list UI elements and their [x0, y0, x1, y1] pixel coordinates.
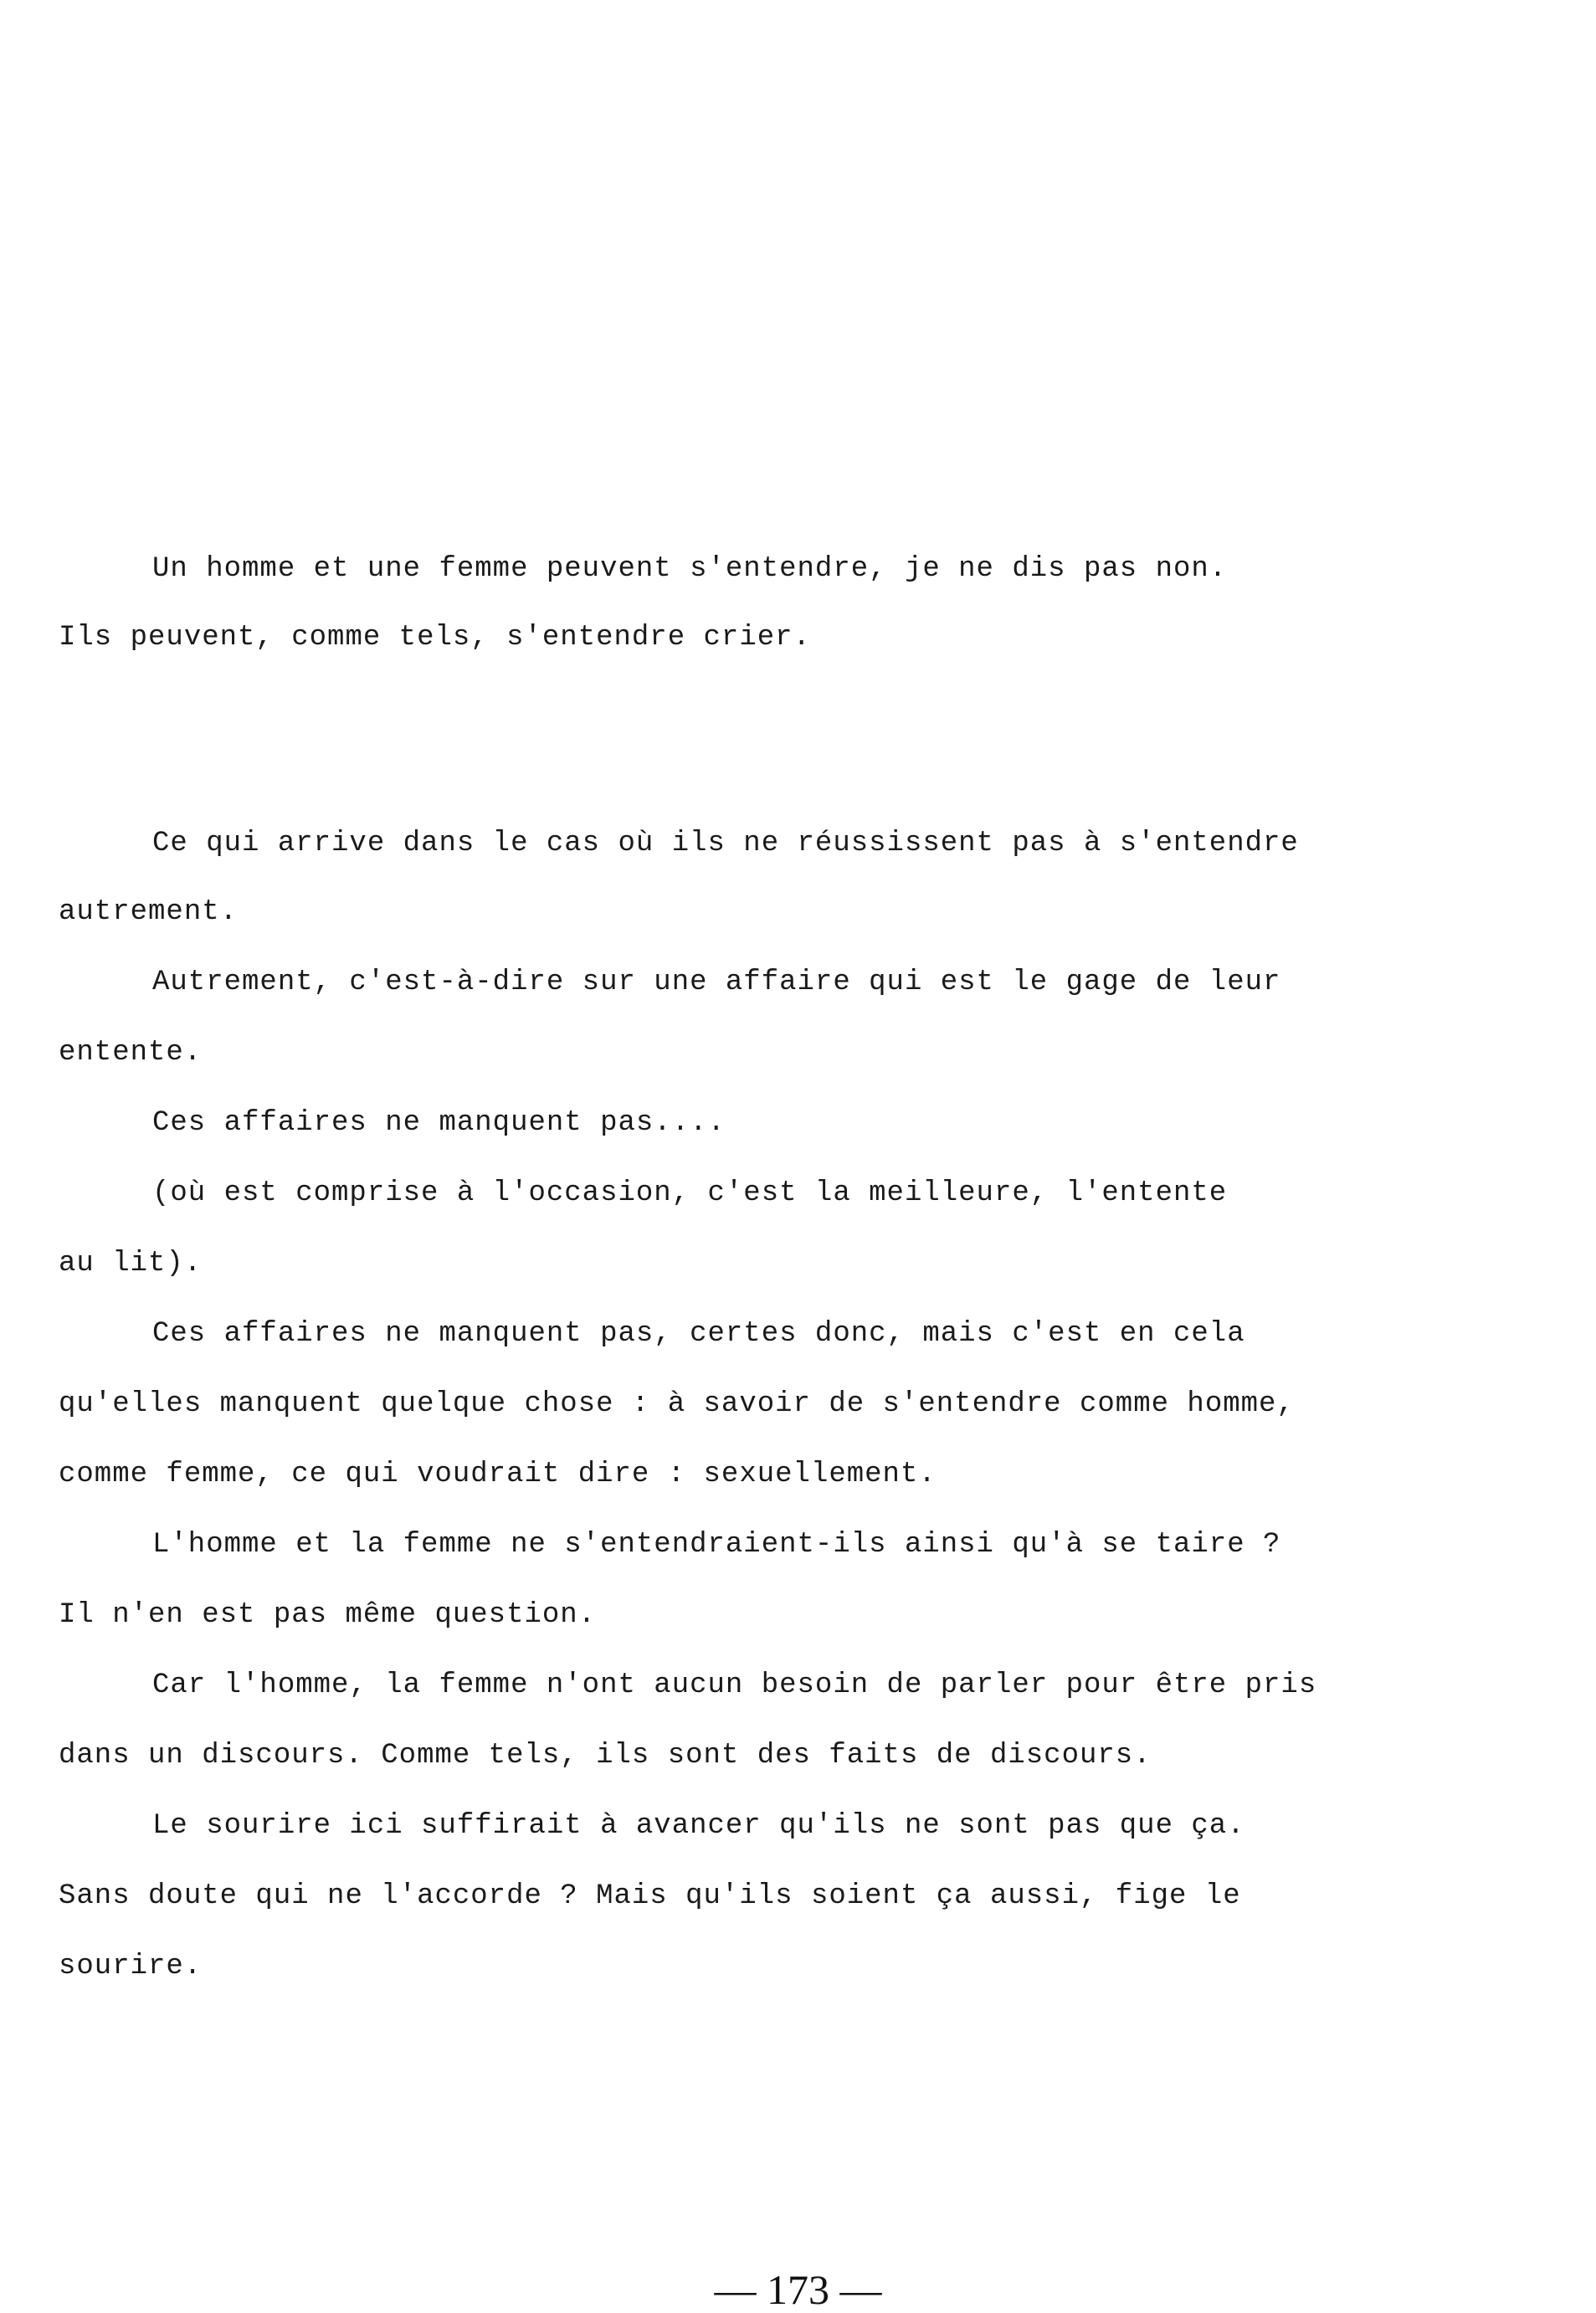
text-line-13: L'homme et la femme ne s'entendraient-ils ainsi qu'à se taire ?: [152, 1529, 1281, 1561]
text-line-5: Autrement, c'est-à-dire sur une affaire qui est le gage de leur: [152, 967, 1281, 998]
text-line-14: Il n'en est pas même question.: [59, 1599, 597, 1631]
text-line-10: Ces affaires ne manquent pas, certes donc, mais c'est en cela: [152, 1318, 1245, 1350]
text-line-18: Sans doute qui ne l'accorde ? Mais qu'ils soient ça aussi, fige le: [59, 1880, 1241, 1912]
text-line-8: (où est comprise à l'occasion, c'est la meilleure, l'entente: [152, 1177, 1228, 1209]
text-line-19: sourire.: [59, 1951, 203, 1982]
text-line-2: Ils peuvent, comme tels, s'entendre crier.: [59, 622, 811, 654]
text-line-11: qu'elles manquent quelque chose : à savoir de s'entendre comme homme,: [59, 1388, 1295, 1420]
text-line-4: autrement.: [59, 896, 239, 928]
text-line-7: Ces affaires ne manquent pas....: [152, 1107, 726, 1139]
text-line-12: comme femme, ce qui voudrait dire : sexuellement.: [59, 1459, 937, 1490]
text-line-9: au lit).: [59, 1248, 203, 1280]
text-line-17: Le sourire ici suffirait à avancer qu'ils ne sont pas que ça.: [152, 1810, 1245, 1842]
text-line-1: Un homme et une femme peuvent s'entendre, je ne dis pas non.: [152, 553, 1228, 585]
text-line-6: entente.: [59, 1037, 203, 1069]
text-line-15: Car l'homme, la femme n'ont aucun besoin de parler pour être pris: [152, 1669, 1317, 1701]
page-number: — 173 —: [714, 2266, 882, 2313]
text-line-3: Ce qui arrive dans le cas où ils ne réussissent pas à s'entendre: [152, 828, 1299, 859]
text-line-16: dans un discours. Comme tels, ils sont des faits de discours.: [59, 1740, 1152, 1772]
